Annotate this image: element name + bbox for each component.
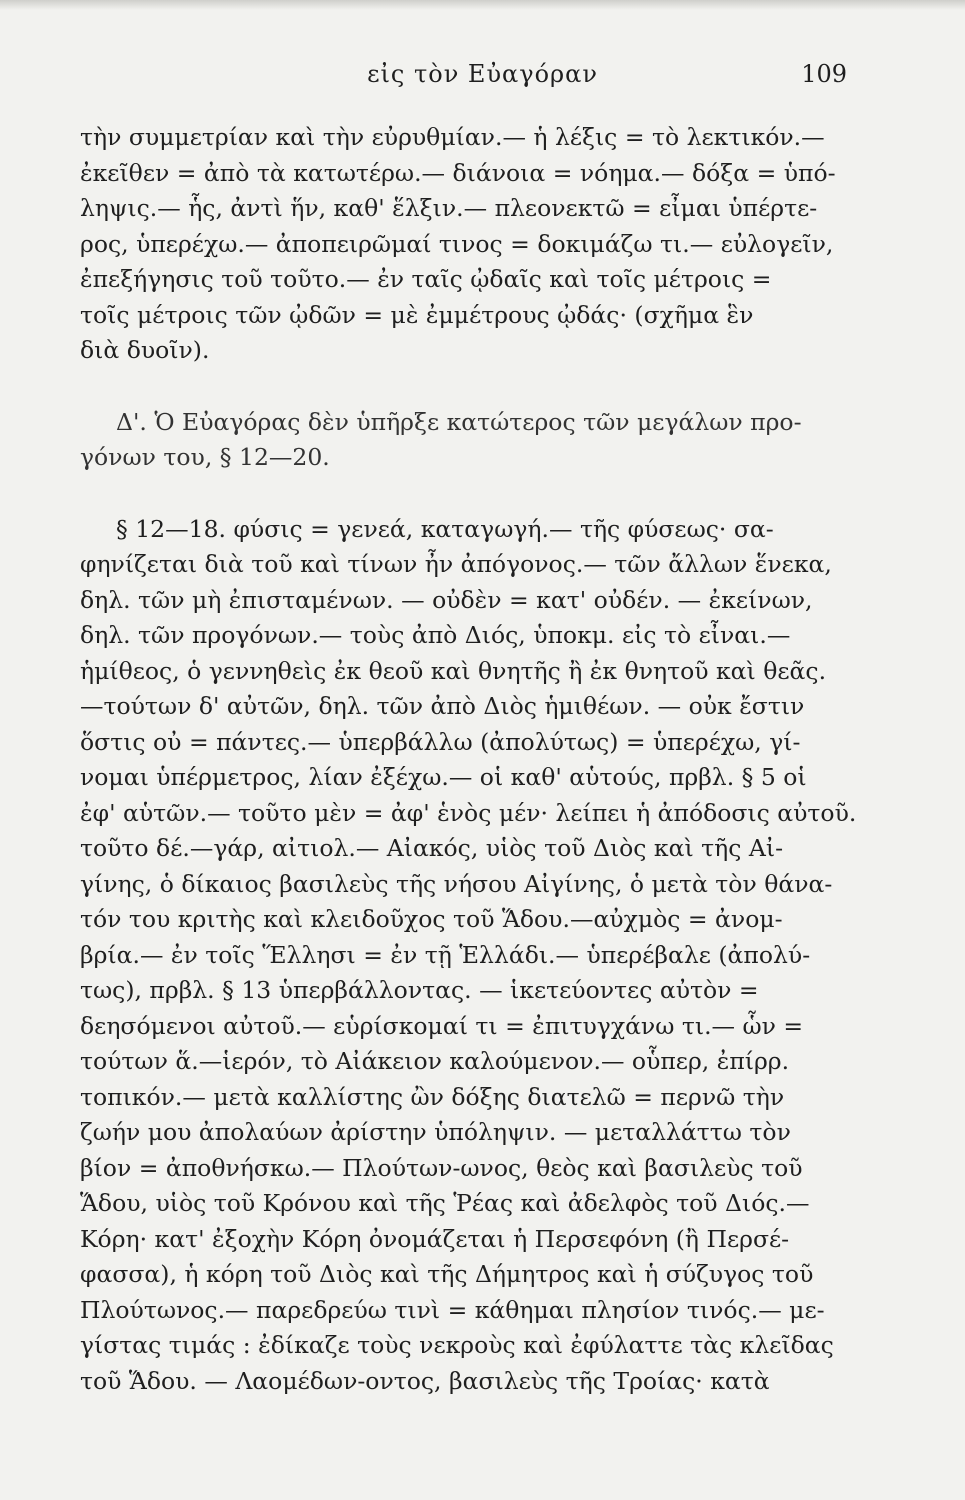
text-line: τοῦτο δέ.—γάρ, αἰτιολ.— Αἰακός, υἱὸς τοῦ Διὸς καὶ τῆς Αἰ- bbox=[80, 834, 784, 862]
text-body bbox=[80, 120, 875, 1399]
text-line: διὰ δυοῖν). bbox=[80, 336, 210, 364]
spacer bbox=[80, 476, 875, 512]
text-line: § 12—18. φύσις = γενεά, καταγωγή.— τῆς φύσεως· σα- bbox=[116, 514, 774, 543]
text-line: τοπικόν.— μετὰ καλλίστης ὢν δόξης διατελῶ = περνῶ τὴν bbox=[80, 1082, 785, 1111]
page-number: 109 bbox=[801, 60, 847, 88]
paragraph-glossary-2 bbox=[80, 512, 875, 1400]
text-line: φηνίζεται διὰ τοῦ καὶ τίνων ἦν ἀπόγονος.— τῶν ἄλλων ἕνεκα, bbox=[80, 550, 832, 578]
text-line: Ἅδου, υἱὸς τοῦ Κρόνου καὶ τῆς Ῥέας καὶ ἀδελφὸς τοῦ Διός.— bbox=[80, 1189, 810, 1217]
text-line: —τούτων δ' αὐτῶν, δηλ. τῶν ἀπὸ Διὸς ἡμιθέων. — οὐκ ἔστιν bbox=[80, 692, 805, 720]
text-line: γίνης, ὁ δίκαιος βασιλεὺς τῆς νήσου Αἰγίνης, ὁ μετὰ τὸν θάνα- bbox=[80, 869, 833, 898]
text-line: ἐκεῖθεν = ἀπὸ τὰ κατωτέρω.— διάνοια = νόημα.— δόξα = ὑπό- bbox=[80, 158, 836, 187]
paragraph-glossary-1 bbox=[80, 120, 875, 369]
text-line: γόνων του, § 12—20. bbox=[80, 443, 330, 471]
text-line: δεησόμενοι αὐτοῦ.— εὑρίσκομαί τι = ἐπιτυγχάνω τι.— ὧν = bbox=[80, 1011, 804, 1040]
text-line: δηλ. τῶν προγόνων.— τοὺς ἀπὸ Διός, ὑποκμ. εἰς τὸ εἶναι.— bbox=[80, 621, 791, 649]
page-top-edge bbox=[0, 0, 965, 10]
text-line: ζωήν μου ἀπολαύων ἀρίστην ὑπόληψιν. — μεταλλάττω τὸν bbox=[80, 1118, 791, 1146]
page-header bbox=[0, 60, 965, 96]
text-line: ρος, ὑπερέχω.— ἀποπειρῶμαί τινος = δοκιμάζω τι.— εὐλογεῖν, bbox=[80, 229, 834, 258]
running-head: εἰς τὸν Εὐαγόραν bbox=[367, 60, 598, 88]
text-line: Κόρη· κατ' ἐξοχὴν Κόρη ὀνομάζεται ἡ Περσεφόνη (ἢ Περσέ- bbox=[80, 1224, 790, 1253]
text-line: νομαι ὑπέρμετρος, λίαν ἐξέχω.— οἱ καθ' αὑτούς, πρβλ. § 5 οἱ bbox=[80, 763, 807, 791]
text-line: Δ'. Ὁ Εὐαγόρας δὲν ὑπῆρξε κατώτερος τῶν μεγάλων προ- bbox=[116, 407, 802, 436]
text-line: φασσα), ἡ κόρη τοῦ Διὸς καὶ τῆς Δήμητρος καὶ ἡ σύζυγος τοῦ bbox=[80, 1260, 814, 1288]
text-line: τούτων ἅ.—ἱερόν, τὸ Αἰάκειον καλούμενον.— οὗπερ, ἐπίρρ. bbox=[80, 1047, 790, 1075]
text-line: βρία.— ἐν τοῖς Ἕλλησι = ἐν τῇ Ἑλλάδι.— ὑπερέβαλε (ἀπολύ- bbox=[80, 940, 811, 969]
text-line: ὅστις οὐ = πάντες.— ὑπερβάλλω (ἀπολύτως) = ὑπερέχω, γί- bbox=[80, 727, 801, 756]
text-line: δηλ. τῶν μὴ ἐπισταμένων. — οὐδὲν = κατ' οὐδέν. — ἐκείνων, bbox=[80, 585, 813, 614]
text-line: τὴν συμμετρίαν καὶ τὴν εὐρυθμίαν.— ἡ λέξις = τὸ λεκτικόν.— bbox=[80, 123, 825, 151]
text-line: Πλούτωνος.— παρεδρεύω τινὶ = κάθημαι πλησίον τινός.— με- bbox=[80, 1295, 825, 1324]
section-heading bbox=[80, 405, 875, 476]
text-line: τως), πρβλ. § 13 ὑπερβάλλοντας. — ἱκετεύοντες αὐτὸν = bbox=[80, 976, 759, 1004]
text-line: βίον = ἀποθνήσκω.— Πλούτων-ωνος, θεὸς καὶ βασιλεὺς τοῦ bbox=[80, 1153, 803, 1182]
text-line: ἡμίθεος, ὁ γεννηθεὶς ἐκ θεοῦ καὶ θνητῆς ἢ ἐκ θνητοῦ καὶ θεᾶς. bbox=[80, 656, 827, 685]
text-line: ἐφ' αὑτῶν.— τοῦτο μὲν = ἀφ' ἑνὸς μέν· λείπει ἡ ἀπόδοσις αὐτοῦ. bbox=[80, 798, 857, 827]
text-line: ληψις.— ἧς, ἀντὶ ἥν, καθ' ἕλξιν.— πλεονεκτῶ = εἶμαι ὑπέρτε- bbox=[80, 194, 818, 222]
text-line: γίστας τιμάς : ἐδίκαζε τοὺς νεκροὺς καὶ ἐφύλαττε τὰς κλεῖδας bbox=[80, 1331, 834, 1359]
text-line: τόν του κριτὴς καὶ κλειδοῦχος τοῦ Ἅδου.—αὐχμὸς = ἀνομ- bbox=[80, 905, 783, 933]
text-line: τοῦ Ἅδου. — Λαομέδων-οντος, βασιλεὺς τῆς Τροίας· κατὰ bbox=[80, 1366, 770, 1395]
spacer bbox=[80, 369, 875, 405]
text-line: τοῖς μέτροις τῶν ᾠδῶν = μὲ ἐμμέτρους ᾠδάς· (σχῆμα ἓν bbox=[80, 300, 754, 329]
text-line: ἐπεξήγησις τοῦ τοῦτο.— ἐν ταῖς ᾠδαῖς καὶ τοῖς μέτροις = bbox=[80, 265, 772, 293]
